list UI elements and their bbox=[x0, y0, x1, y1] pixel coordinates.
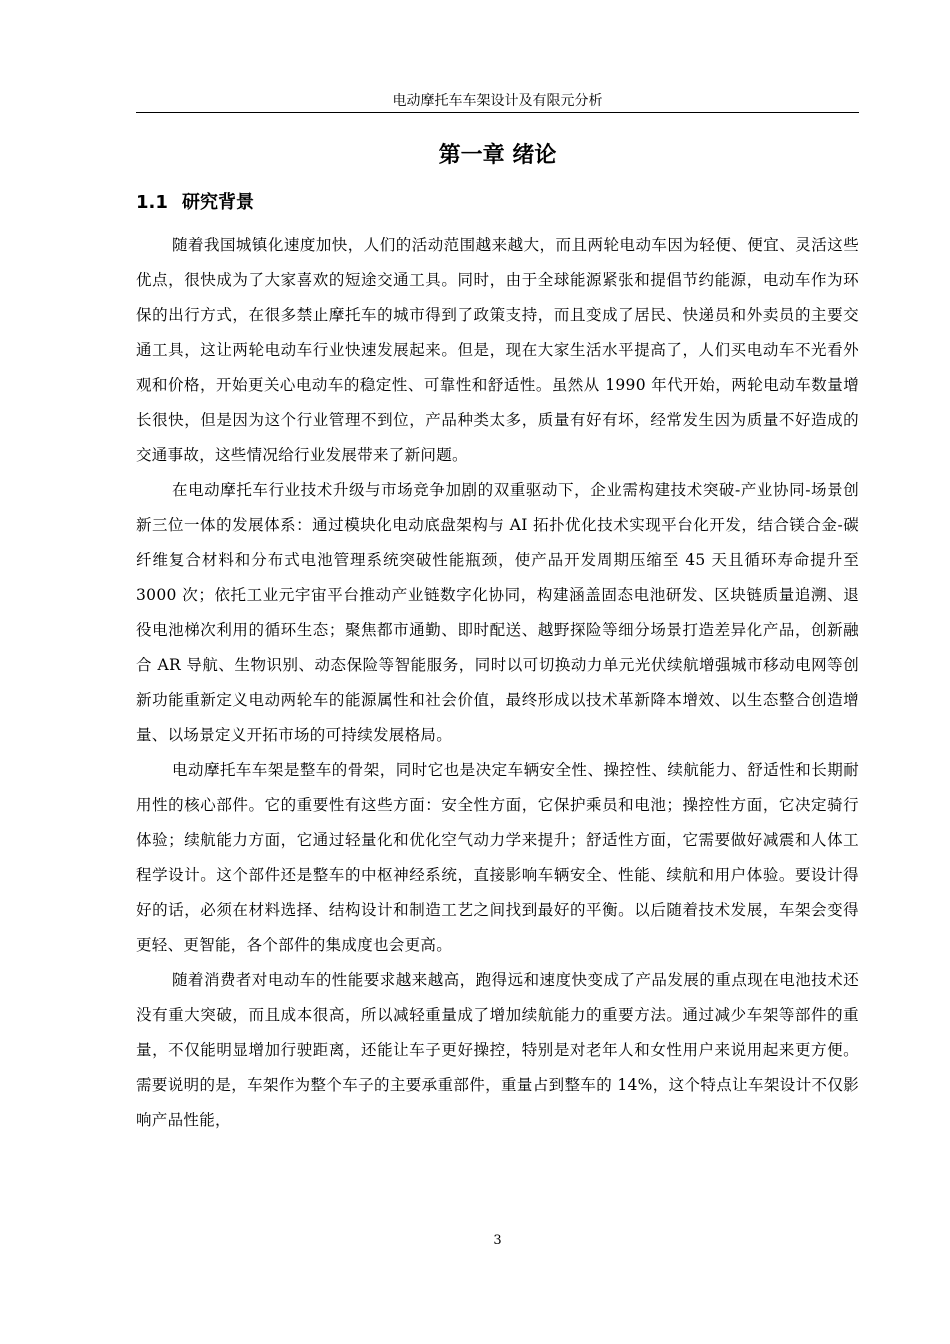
header-title: 电动摩托车车架设计及有限元分析 bbox=[392, 93, 603, 109]
chapter-title: 第一章 绪论 bbox=[438, 143, 557, 168]
running-header bbox=[136, 92, 859, 113]
paragraph: 随着我国城镇化速度加快，人们的活动范围越来越大，而且两轮电动车因为轻便、便宜、灵活这些优点，很快成为了大家喜欢的短途交通工具。同时，由于全球能源紧张和提倡节约能源，电动车作为环保的出行方式，在很多禁止摩托车的城市得到了政策支持，而且变成了居民、快递员和外卖员的主要交通工具，这让两轮电动车行业快速发展起来。但是，现在大家生活水平提高了，人们买电动车不光看外观和价格，开始更关心电动车的稳定性、可靠性和舒适性。虽然从 1990 年代开始，两轮电动车数量增长很快，但是因为这个行业管理不到位，产品种类太多，质量有好有坏，经常发生因为质量不好造成的交通事故，这些情况给行业发展带来了新问题。 bbox=[136, 236, 859, 464]
body-text bbox=[136, 228, 859, 1138]
section-number: 1.1 bbox=[136, 192, 168, 213]
paragraph: 随着消费者对电动车的性能要求越来越高，跑得远和速度快变成了产品发展的重点现在电池技术还没有重大突破，而且成本很高，所以减轻重量成了增加续航能力的重要方法。通过减少车架等部件的重量，不仅能明显增加行驶距离，还能让车子更好操控，特别是对老年人和女性用户来说用起来更方便。需要说明的是，车架作为整个车子的主要承重部件，重量占到整车的 14%，这个特点让车架设计不仅影响产品性能， bbox=[136, 971, 859, 1129]
section-title: 研究背景 bbox=[182, 192, 254, 213]
page-number: 3 bbox=[493, 1233, 502, 1248]
section-heading bbox=[136, 188, 254, 218]
paragraph: 电动摩托车车架是整车的骨架，同时它也是决定车辆安全性、操控性、续航能力、舒适性和长期耐用性的核心部件。它的重要性有这些方面：安全性方面，它保护乘员和电池；操控性方面，它决定骑行体验；续航能力方面，它通过轻量化和优化空气动力学来提升；舒适性方面，它需要做好减震和人体工程学设计。这个部件还是整车的中枢神经系统，直接影响车辆安全、性能、续航和用户体验。要设计得好的话，必须在材料选择、结构设计和制造工艺之间找到最好的平衡。以后随着技术发展，车架会变得更轻、更智能，各个部件的集成度也会更高。 bbox=[136, 761, 859, 954]
paragraph: 在电动摩托车行业技术升级与市场竞争加剧的双重驱动下，企业需构建技术突破-产业协同-场景创新三位一体的发展体系：通过模块化电动底盘架构与 AI 拓扑优化技术实现平台化开发，结合镁合金-碳纤维复合材料和分布式电池管理系统突破性能瓶颈，使产品开发周期压缩至 45 天且循环寿命提升至 3000 次；依托工业元宇宙平台推动产业链数字化协同，构建涵盖固态电池研发、区块链质量追溯、退役电池梯次利用的循环生态；聚焦都市通勤、即时配送、越野探险等细分场景打造差异化产品，创新融合 AR 导航、生物识别、动态保险等智能服务，同时以可切换动力单元光伏续航增强城市移动电网等创新功能重新定义电动两轮车的能源属性和社会价值，最终形成以技术革新降本增效、以生态整合创造增量、以场景定义开拓市场的可持续发展格局。 bbox=[136, 481, 859, 744]
